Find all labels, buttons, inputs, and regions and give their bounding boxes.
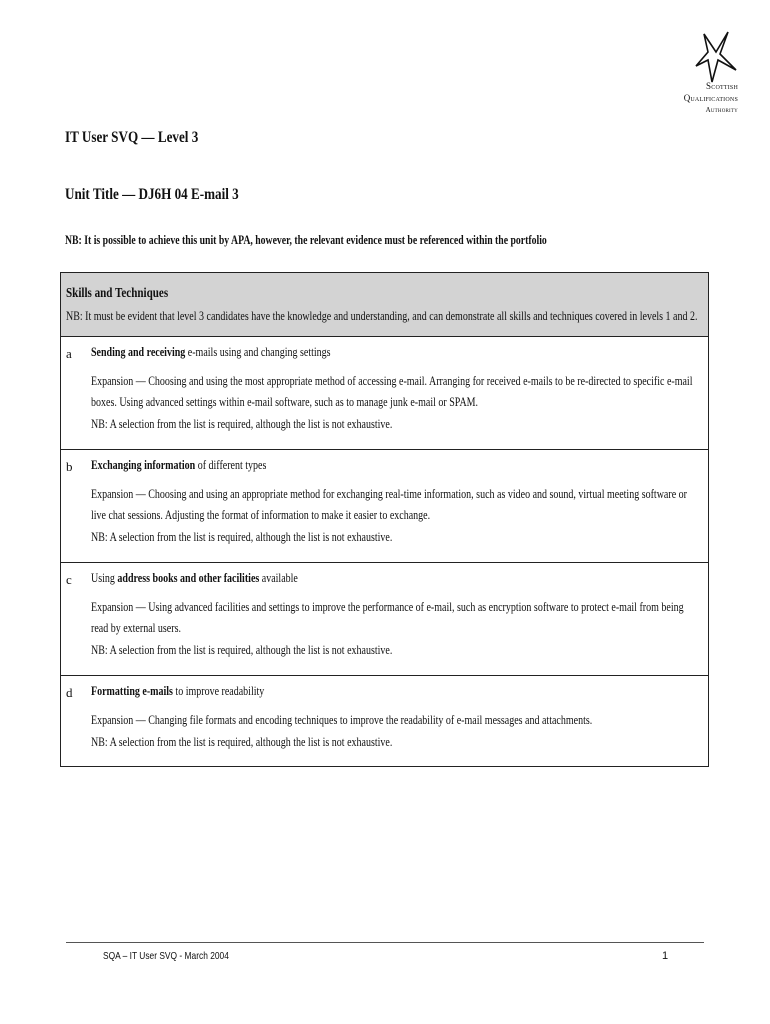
row-title: Formatting e-mails to improve readability — [91, 684, 265, 698]
row-nb: NB: A selection from the list is required, although the list is not exhaustive. — [91, 643, 393, 657]
logo-wordmark: Scottish Qualifications Authority — [683, 81, 738, 114]
skills-heading: Skills and Techniques — [66, 285, 169, 300]
row-letter: c — [66, 572, 72, 587]
skill-row-b — [61, 450, 708, 563]
row-title: Exchanging information of different types — [91, 458, 267, 472]
sqa-logo — [640, 30, 738, 126]
row-letter: d — [66, 685, 73, 700]
row-nb: NB: A selection from the list is required, although the list is not exhaustive. — [91, 530, 393, 544]
row-letter: b — [66, 459, 73, 474]
row-expansion: Expansion — Choosing and using an appropriate method for exchanging real-time information, such as video and sound, virtual meeting software or live chat sessions. Adjusting the format of information to make it easier to exchange. — [91, 487, 687, 522]
row-nb: NB: A selection from the list is required, although the list is not exhaustive. — [91, 735, 393, 749]
skills-table — [60, 272, 709, 767]
row-letter: a — [66, 346, 72, 361]
row-expansion: Expansion — Changing file formats and encoding techniques to improve the readability of e-mail messages and attachments. — [91, 713, 593, 727]
row-expansion: Expansion — Using advanced facilities and settings to improve the performance of e-mail, such as encryption software to protect e-mail from being read by external users. — [91, 600, 684, 635]
skill-row-d — [61, 676, 708, 766]
unit-title: Unit Title — DJ6H 04 E-mail 3 — [65, 186, 239, 203]
skills-note: NB: It must be evident that level 3 candidates have the knowledge and understanding, and can demonstrate all skills and techniques covered in levels 1 and 2. — [66, 309, 698, 323]
row-nb: NB: A selection from the list is required, although the list is not exhaustive. — [91, 417, 393, 431]
skill-row-c — [61, 563, 708, 676]
row-title: Sending and receiving e-mails using and changing settings — [91, 345, 331, 359]
footer-text: SQA – IT User SVQ - March 2004 — [103, 950, 229, 962]
row-title: Using address books and other facilities available — [91, 571, 298, 585]
skill-row-a — [61, 337, 708, 450]
row-expansion: Expansion — Choosing and using the most appropriate method of accessing e-mail. Arranging for received e-mails to be re-directed to specific e-mail boxes. Using advanced settings within e-mail software, such as to manage junk e-mail or SPAM. — [91, 374, 693, 409]
page-number: 1 — [662, 950, 669, 962]
skills-header — [61, 273, 708, 337]
footer-divider — [66, 942, 704, 943]
apa-note: NB: It is possible to achieve this unit by APA, however, the relevant evidence must be referenced within the portfolio — [65, 233, 547, 247]
document-title: IT User SVQ — Level 3 — [65, 129, 199, 146]
